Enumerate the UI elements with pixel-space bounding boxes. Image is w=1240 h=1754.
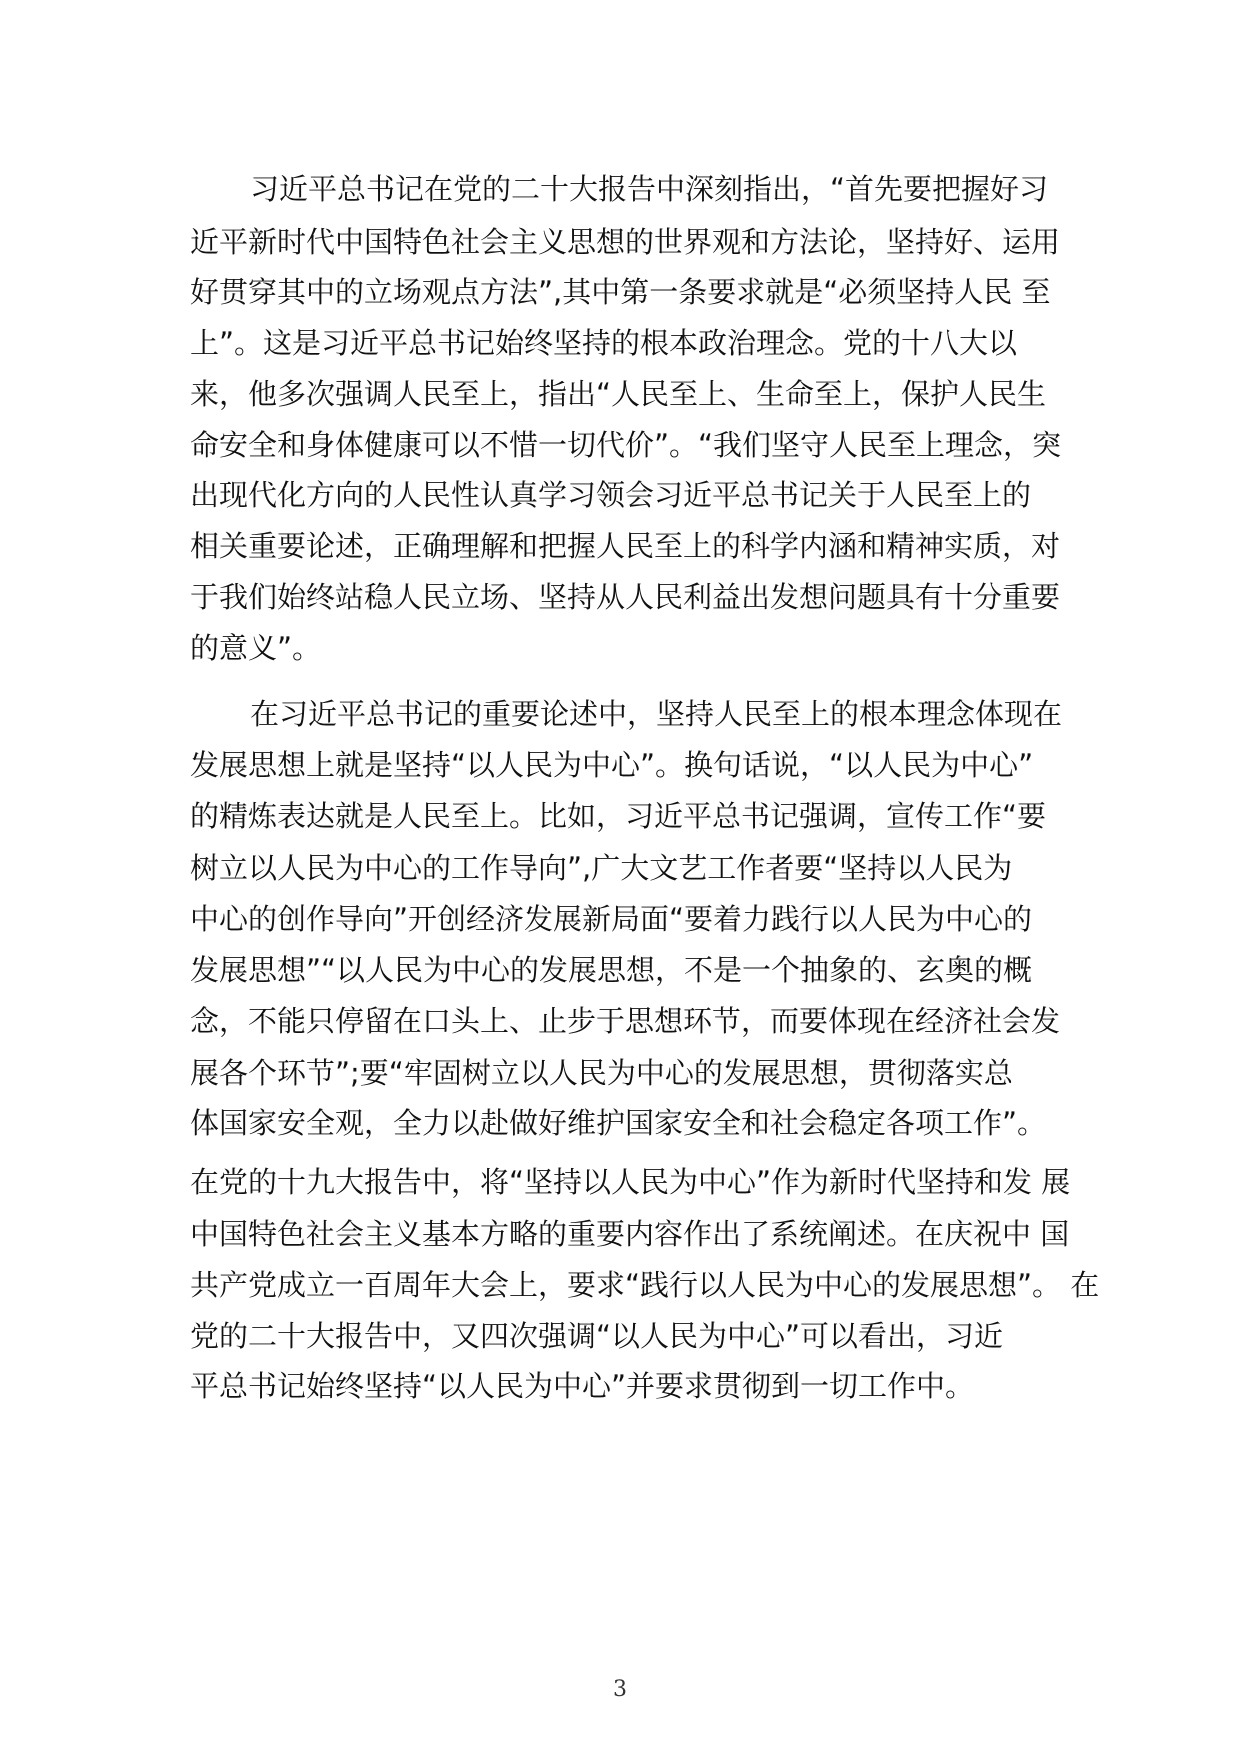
paragraph-2-line-14: 平总书记始终坚持“以人民为中心”并要求贯彻到一切工作中。 (190, 1369, 975, 1403)
paragraph-2-line-13: 党的二十大报告中，又四次强调“以人民为中心”可以看出，习近 (190, 1319, 1004, 1353)
paragraph-2-line-4: 树立以人民为中心的工作导向”,广大文艺工作者要“坚持以人民为 (190, 851, 1013, 885)
paragraph-1-line-3: 好贯穿其中的立场观点方法”,其中第一条要求就是“必须坚持人民 至 (190, 275, 1051, 309)
paragraph-2-line-12: 共产党成立一百周年大会上，要求“践行以人民为中心的发展思想”。 在 (190, 1268, 1100, 1302)
paragraph-2-line-1: 在习近平总书记的重要论述中，坚持人民至上的根本理念体现在 (250, 697, 1063, 731)
paragraph-2-line-2: 发展思想上就是坚持“以人民为中心”。换句话说，“以人民为中心” (190, 748, 1034, 782)
paragraph-1-line-4: 上”。这是习近平总书记始终坚持的根本政治理念。党的十八大以 (190, 326, 1018, 360)
paragraph-2-line-7: 念，不能只停留在口头上、止步于思想环节，而要体现在经济社会发 (190, 1004, 1061, 1038)
paragraph-2-line-3: 的精炼表达就是人民至上。比如，习近平总书记强调，宣传工作“要 (190, 799, 1047, 833)
paragraph-2-line-9: 体国家安全观，全力以赴做好维护国家安全和社会稳定各项工作”。 (190, 1106, 1047, 1140)
paragraph-1-line-6: 命安全和身体健康可以不惜一切代价”。“我们坚守人民至上理念，突 (190, 428, 1062, 462)
paragraph-1-line-1: 习近平总书记在党的二十大报告中深刻指出，“首先要把握好习 (250, 172, 1049, 206)
paragraph-1-line-10: 的意义”。 (190, 631, 322, 665)
paragraph-2-line-8: 展各个环节”;要“牢固树立以人民为中心的发展思想，贯彻落实总 (190, 1056, 1013, 1090)
paragraph-1-line-7: 出现代化方向的人民性认真学习领会习近平总书记关于人民至上的 (190, 478, 1032, 512)
paragraph-1-line-8: 相关重要论述，正确理解和把握人民至上的科学内涵和精神实质，对 (190, 529, 1061, 563)
paragraph-2-line-5: 中心的创作导向”开创经济发展新局面“要着力践行以人民为中心的 (190, 902, 1033, 936)
paragraph-2-line-11: 中国特色社会主义基本方略的重要内容作出了系统阐述。在庆祝中 国 (190, 1217, 1070, 1251)
paragraph-2-line-6: 发展思想”“以人民为中心的发展思想，不是一个抽象的、玄奥的概 (190, 953, 1033, 987)
paragraph-2-line-10: 在党的十九大报告中，将“坚持以人民为中心”作为新时代坚持和发 展 (190, 1165, 1071, 1199)
paragraph-1-line-9: 于我们始终站稳人民立场、坚持从人民利益出发想问题具有十分重要 (190, 580, 1061, 614)
page-number: 3 (613, 1677, 627, 1702)
paragraph-1-line-2: 近平新时代中国特色社会主义思想的世界观和方法论，坚持好、运用 (190, 225, 1061, 259)
paragraph-1-line-5: 来，他多次强调人民至上，指出“人民至上、生命至上，保护人民生 (190, 377, 1047, 411)
